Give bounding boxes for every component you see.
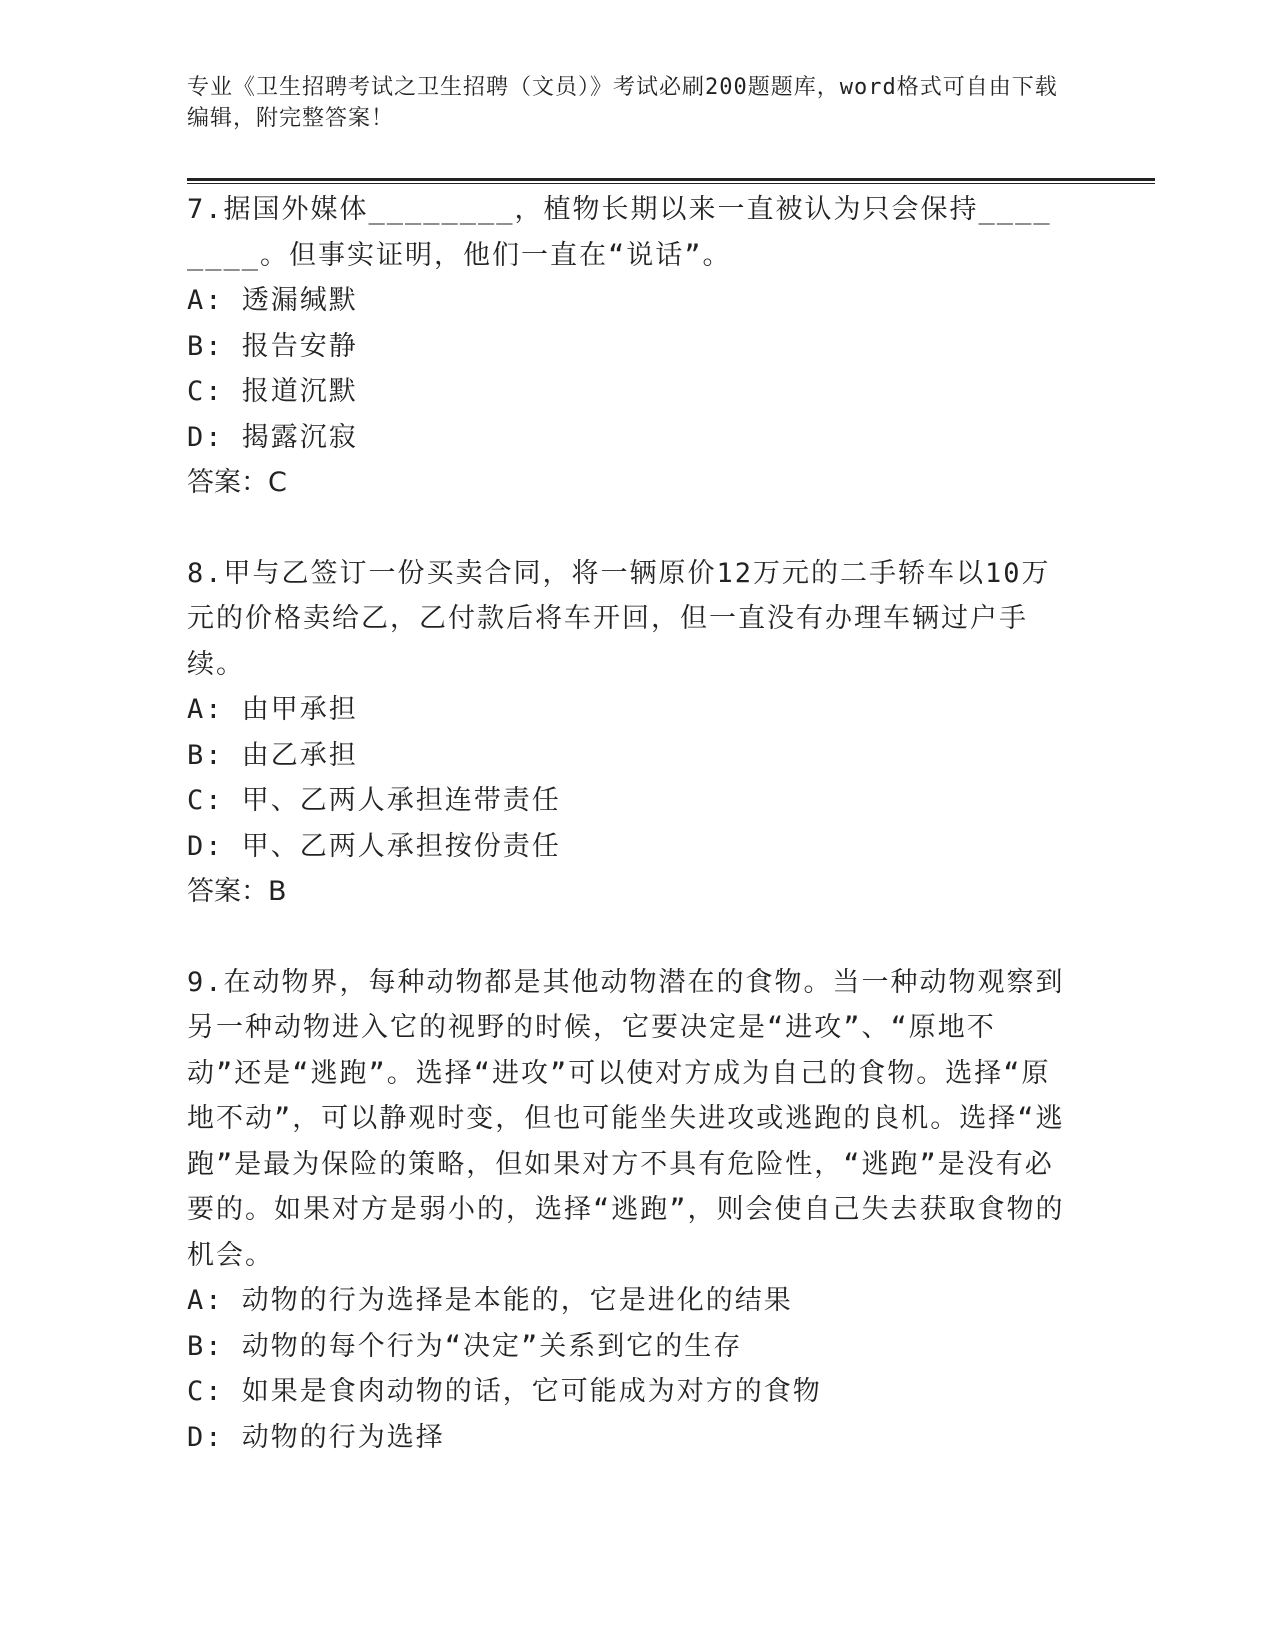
option-a: A: 透漏缄默	[187, 285, 358, 316]
option-a: A: 动物的行为选择是本能的，它是进化的结果	[187, 1285, 793, 1316]
question-stem: 9.在动物界，每种动物都是其他动物潜在的食物。当一种动物观察到另一种动物进入它的视野的时候，它要决定是“进攻”、“原地不动”还是“逃跑”。选择“进攻”可以使对方成为自己的食物。选择“原地不动”，可以静观时变，但也可能坐失进攻或逃跑的良机。选择“逃跑”是最为保险的策略，但如果对方不具有危险性，“逃跑”是没有必要的。如果对方是弱小的，选择“逃跑”，则会使自己失去获取食物的机会。	[187, 966, 1065, 1271]
answer-label: 答案：B	[187, 876, 287, 907]
page-header: 专业《卫生招聘考试之卫生招聘（文员）》考试必刷200题题库，word格式可自由下载编辑，附完整答案！	[187, 75, 1058, 131]
option-d: D: 动物的行为选择	[187, 1421, 445, 1453]
option-c: C: 如果是食肉动物的话，它可能成为对方的食物	[187, 1376, 822, 1407]
option-c: C: 报道沉默	[187, 376, 358, 407]
header-divider	[187, 178, 1155, 181]
question-stem: 8.甲与乙签订一份买卖合同，将一辆原价12万元的二手轿车以10万元的价格卖给乙，乙付款后将车开回，但一直没有办理车辆过户手续。	[187, 557, 1051, 680]
question-spacer	[187, 915, 1067, 960]
header-divider-thin	[187, 183, 1155, 184]
question-7	[187, 187, 1067, 506]
option-a: A: 由甲承担	[187, 694, 358, 725]
option-b: B: 报告安静	[187, 330, 358, 362]
option-c: C: 甲、乙两人承担连带责任	[187, 785, 561, 816]
answer-label: 答案：C	[187, 467, 287, 498]
question-list	[187, 187, 1067, 1460]
question-stem: 7.据国外媒体________，植物长期以来一直被认为只会保持________。但事实证明，他们一直在“说话”。	[187, 194, 1052, 271]
option-d: D: 甲、乙两人承担按份责任	[187, 830, 561, 862]
option-b: B: 由乙承担	[187, 739, 358, 771]
question-9	[187, 960, 1067, 1461]
option-b: B: 动物的每个行为“决定”关系到它的生存	[187, 1330, 743, 1362]
question-8	[187, 551, 1067, 915]
option-d: D: 揭露沉寂	[187, 421, 358, 453]
question-spacer	[187, 506, 1067, 551]
